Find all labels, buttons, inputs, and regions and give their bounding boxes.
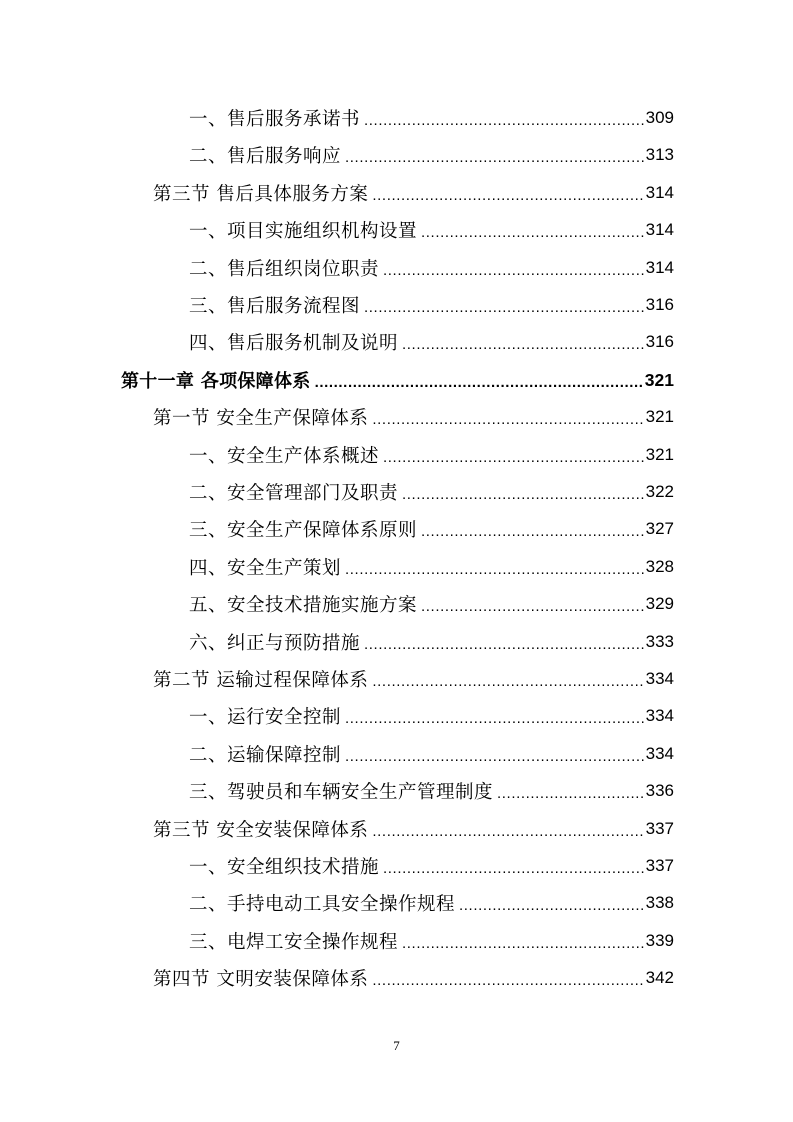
toc-entry-label: 四、售后服务机制及说明 [189, 333, 399, 354]
toc-entry-item[interactable] [189, 738, 674, 770]
toc-leader-dots [402, 486, 644, 508]
toc-entry-label: 第四节 文明安装保障体系 [153, 969, 369, 990]
toc-leader-dots [383, 860, 644, 882]
toc-entry-page: 322 [645, 482, 674, 501]
toc-entry-page: 334 [645, 669, 674, 688]
toc-entry-page: 316 [645, 295, 674, 314]
toc-leader-dots [372, 187, 643, 209]
toc-leader-dots [345, 149, 644, 171]
toc-entry-label: 第三节 售后具体服务方案 [153, 184, 369, 205]
toc-entry-item[interactable] [189, 252, 674, 284]
toc-entry-page: 313 [645, 145, 674, 164]
toc-entry-page: 321 [644, 369, 674, 390]
page-number: 7 [393, 1038, 400, 1053]
toc-entry-page: 309 [645, 108, 674, 127]
toc-entry-label: 一、安全生产体系概述 [189, 446, 380, 467]
toc-entry-label: 三、电焊工安全操作规程 [189, 932, 399, 953]
toc-entry-label: 二、手持电动工具安全操作规程 [189, 894, 456, 915]
toc-entry-label: 三、售后服务流程图 [189, 296, 361, 317]
toc-entry-label: 五、安全技术措施实施方案 [189, 595, 418, 616]
toc-leader-dots [421, 523, 644, 545]
toc-entry-item[interactable] [189, 925, 674, 957]
toc-entry-page: 328 [645, 557, 674, 576]
toc-entry-section[interactable] [153, 813, 674, 845]
toc-leader-dots [364, 299, 644, 321]
toc-entry-label: 三、安全生产保障体系原则 [189, 520, 418, 541]
toc-entry-label: 二、售后组织岗位职责 [189, 259, 380, 280]
toc-leader-dots [372, 411, 643, 433]
toc-entry-item[interactable] [189, 626, 674, 658]
toc-leader-dots [421, 598, 644, 620]
toc-entry-chapter[interactable] [121, 364, 674, 396]
toc-entry-item[interactable] [189, 139, 674, 171]
toc-leader-dots [421, 224, 644, 246]
toc-leader-dots [497, 785, 644, 807]
toc-entry-item[interactable] [189, 700, 674, 732]
toc-entry-page: 321 [645, 445, 674, 464]
toc-entry-label: 一、项目实施组织机构设置 [189, 221, 418, 242]
toc-entry-item[interactable] [189, 326, 674, 358]
toc-entry-item[interactable] [189, 887, 674, 919]
toc-entry-page: 338 [645, 893, 674, 912]
toc-entry-label: 二、售后服务响应 [189, 146, 342, 167]
toc-leader-dots [315, 374, 643, 396]
toc-entry-label: 三、驾驶员和车辆安全生产管理制度 [189, 782, 494, 803]
toc-entry-section[interactable] [153, 962, 674, 994]
toc-entry-page: 339 [645, 931, 674, 950]
toc-entry-label: 四、安全生产策划 [189, 558, 342, 579]
toc-entry-label: 二、运输保障控制 [189, 745, 342, 766]
toc-entry-page: 337 [645, 856, 674, 875]
toc-leader-dots [345, 561, 644, 583]
toc-entry-label: 一、安全组织技术措施 [189, 857, 380, 878]
toc-entry-page: 329 [645, 594, 674, 613]
toc-leader-dots [372, 823, 643, 845]
toc-leader-dots [383, 262, 644, 284]
toc-entry-item[interactable] [189, 850, 674, 882]
toc-entry-page: 334 [645, 706, 674, 725]
toc-entry-item[interactable] [189, 214, 674, 246]
toc-leader-dots [345, 710, 644, 732]
toc-leader-dots [402, 935, 644, 957]
toc-entry-item[interactable] [189, 775, 674, 807]
toc-entry-page: 333 [645, 632, 674, 651]
toc-leader-dots [364, 636, 644, 658]
toc-entry-label: 一、运行安全控制 [189, 707, 342, 728]
toc-entry-section[interactable] [153, 401, 674, 433]
toc-entry-label: 一、售后服务承诺书 [189, 109, 361, 130]
toc-entry-page: 314 [645, 220, 674, 239]
toc-entry-page: 314 [645, 183, 674, 202]
toc-entry-page: 321 [645, 407, 674, 426]
toc-leader-dots [345, 748, 644, 770]
toc-leader-dots [402, 336, 644, 358]
toc-leader-dots [364, 112, 644, 134]
toc-entry-label: 第二节 运输过程保障体系 [153, 670, 369, 691]
toc-entry-section[interactable] [153, 177, 674, 209]
toc-entry-label: 第十一章 各项保障体系 [121, 371, 311, 392]
toc-entry-page: 316 [645, 332, 674, 351]
toc-entry-page: 334 [645, 744, 674, 763]
toc-entry-item[interactable] [189, 513, 674, 545]
toc-entry-item[interactable] [189, 289, 674, 321]
toc-entry-page: 336 [645, 781, 674, 800]
toc-entry-label: 二、安全管理部门及职责 [189, 483, 399, 504]
toc-leader-dots [459, 897, 644, 919]
toc-entry-page: 337 [645, 819, 674, 838]
toc-leader-dots [372, 673, 643, 695]
toc-entry-label: 第一节 安全生产保障体系 [153, 408, 369, 429]
toc-entry-item[interactable] [189, 551, 674, 583]
toc-leader-dots [372, 972, 643, 994]
toc-entry-label: 六、纠正与预防措施 [189, 633, 361, 654]
toc-entry-item[interactable] [189, 476, 674, 508]
toc-entry-item[interactable] [189, 439, 674, 471]
toc-entry-item[interactable] [189, 102, 674, 134]
toc-entry-page: 342 [645, 968, 674, 987]
toc-entry-page: 314 [645, 258, 674, 277]
toc-entry-page: 327 [645, 519, 674, 538]
toc-leader-dots [383, 449, 644, 471]
toc-entry-label: 第三节 安全安装保障体系 [153, 820, 369, 841]
toc-entry-item[interactable] [189, 588, 674, 620]
toc-entry-section[interactable] [153, 663, 674, 695]
